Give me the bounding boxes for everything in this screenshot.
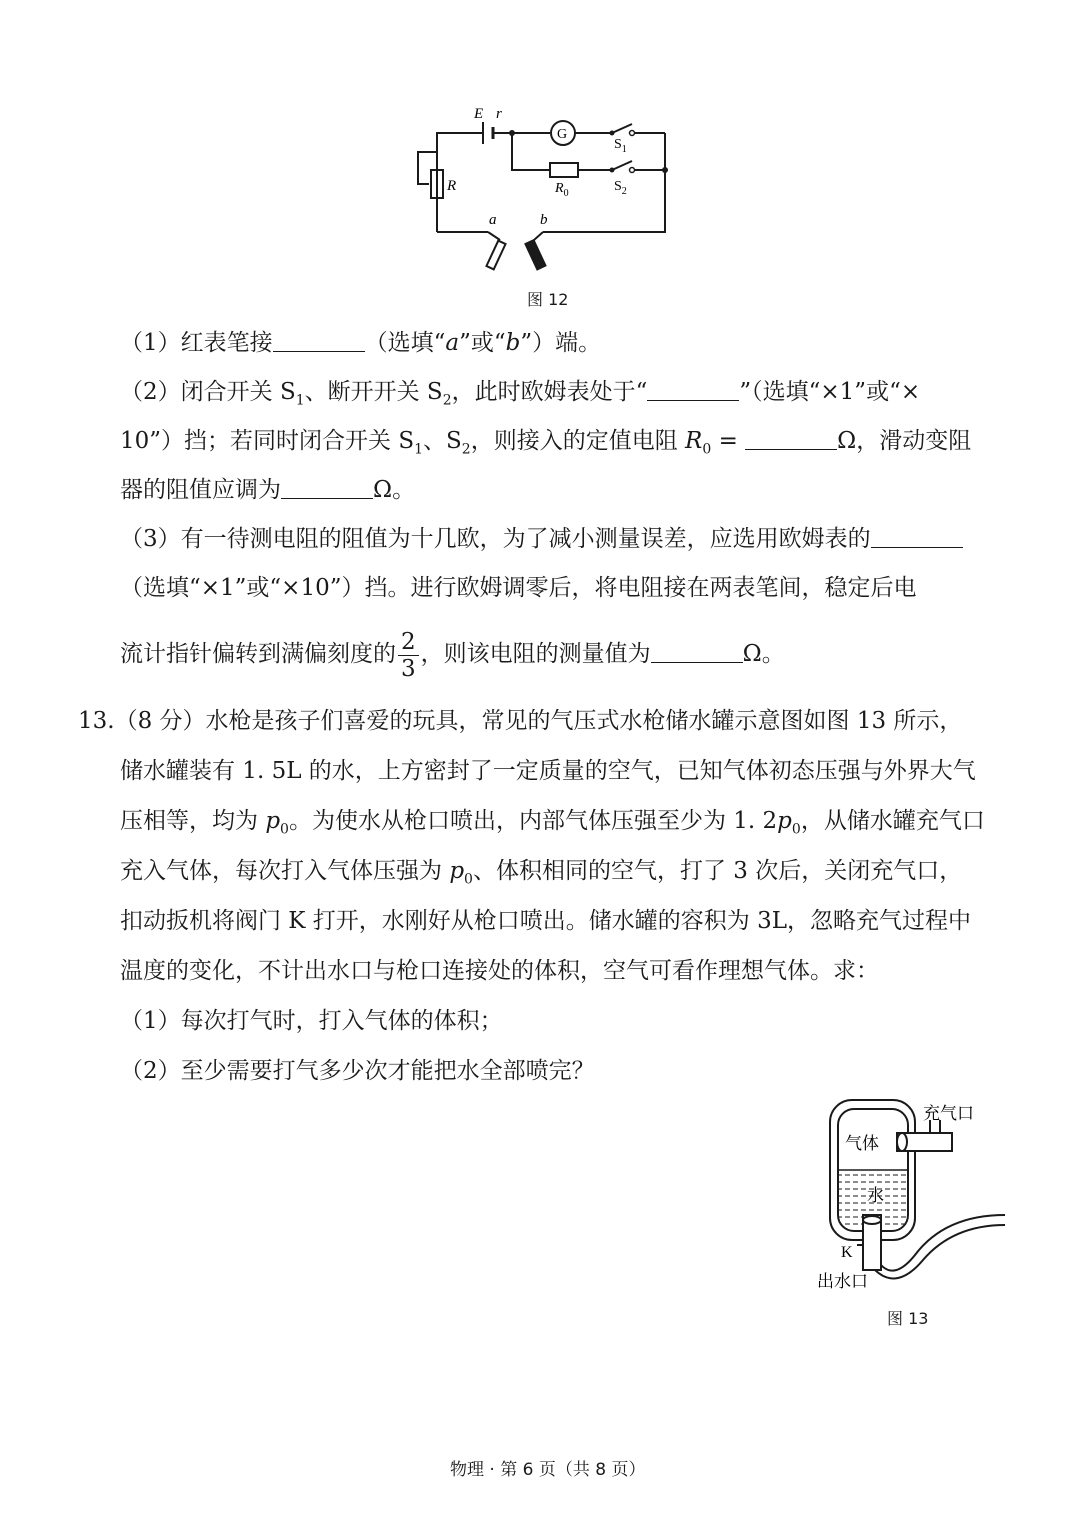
q12-part2-line3: 器的阻值应调为 Ω。 — [120, 477, 416, 503]
label-R0: $R_0$ — [555, 181, 569, 199]
q13-line4: 充入气体，每次打入气体压强为 $p_0$、体积相同的空气，打了 3 次后，关闭充气口， — [120, 858, 963, 888]
label-b: b — [540, 212, 548, 228]
label-r: r — [496, 106, 502, 122]
q13-line2: 储水罐装有 1. 5L 的水，上方密封了一定质量的空气，已知气体初态压强与外界大气 — [120, 758, 976, 784]
q13-line5: 扣动扳机将阀门 K 打开，水刚好从枪口喷出。储水罐的容积为 3L，忽略充气过程中 — [120, 908, 972, 934]
label-R: R — [447, 178, 457, 194]
answer-blank[interactable] — [651, 640, 743, 663]
q12-part2-line2: 10”）挡；若同时闭合开关 $S_1$、$S_2$，则接入的定值电阻 $R_0 = \Omega$，滑动变阻 — [120, 428, 972, 458]
figure-12-caption: 图 12 — [527, 290, 569, 309]
q13-line3: 压相等，均为 $p_0$。为使水从枪口喷出，内部气体压强至少为 1. $2p_0$，从储水罐充气口 — [120, 808, 985, 838]
answer-blank[interactable] — [871, 525, 963, 548]
label-a: a — [489, 212, 497, 228]
page-footer: 物理 · 第 6 页（共 8 页） — [450, 1460, 646, 1480]
q13-sub1: （1）每次打气时，打入气体的体积； — [120, 1008, 503, 1034]
label-K: K — [841, 1244, 853, 1261]
label-E: E — [474, 106, 484, 122]
label-outlet: 出水口 — [817, 1272, 868, 1291]
answer-blank[interactable] — [273, 329, 365, 352]
figure-13-water-tank — [805, 1095, 1010, 1300]
q12-part3-line3: 流计指针偏转到满偏刻度的 $\frac{2}{3}$ ，则该电阻的测量值为 Ω。 — [120, 628, 785, 682]
label-gas: 气体 — [845, 1134, 879, 1153]
q12-part3-line2: （选填“×1”或“×10”）挡。进行欧姆调零后，将电阻接在两表笔间，稳定后电 — [120, 575, 917, 601]
figure-12-circuit — [400, 100, 690, 280]
q12-part2-line1: （2）闭合开关 $S_1$、断开开关 $S_2$，此时欧姆表处于“ ”（选填“×1”或“× — [120, 379, 921, 409]
q12-part1: （1）红表笔接 （选填“a”或“b”）端。 — [120, 330, 602, 356]
q13-line1: 13.（8 分）水枪是孩子们喜爱的玩具，常见的气压式水枪储水罐示意图如图 13 所示， — [78, 708, 963, 734]
answer-blank[interactable] — [647, 378, 739, 401]
q12-part3-line1: （3）有一待测电阻的阻值为十几欧，为了减小测量误差，应选用欧姆表的 — [120, 524, 963, 554]
answer-blank[interactable] — [745, 427, 837, 450]
answer-blank[interactable] — [281, 476, 373, 499]
label-inlet: 充气口 — [923, 1104, 974, 1123]
label-G: G — [557, 127, 568, 142]
q13-line6: 温度的变化，不计出水口与枪口连接处的体积，空气可看作理想气体。求： — [120, 958, 879, 984]
figure-13-caption: 图 13 — [887, 1309, 929, 1328]
label-S2: $S_2$ — [614, 179, 627, 197]
label-water: 水 — [867, 1186, 884, 1205]
fraction-two-thirds: $\frac{2}{3}$ — [398, 629, 419, 682]
q13-sub2: （2）至少需要打气多少次才能把水全部喷完？ — [120, 1058, 595, 1084]
label-S1: $S_1$ — [614, 137, 627, 155]
